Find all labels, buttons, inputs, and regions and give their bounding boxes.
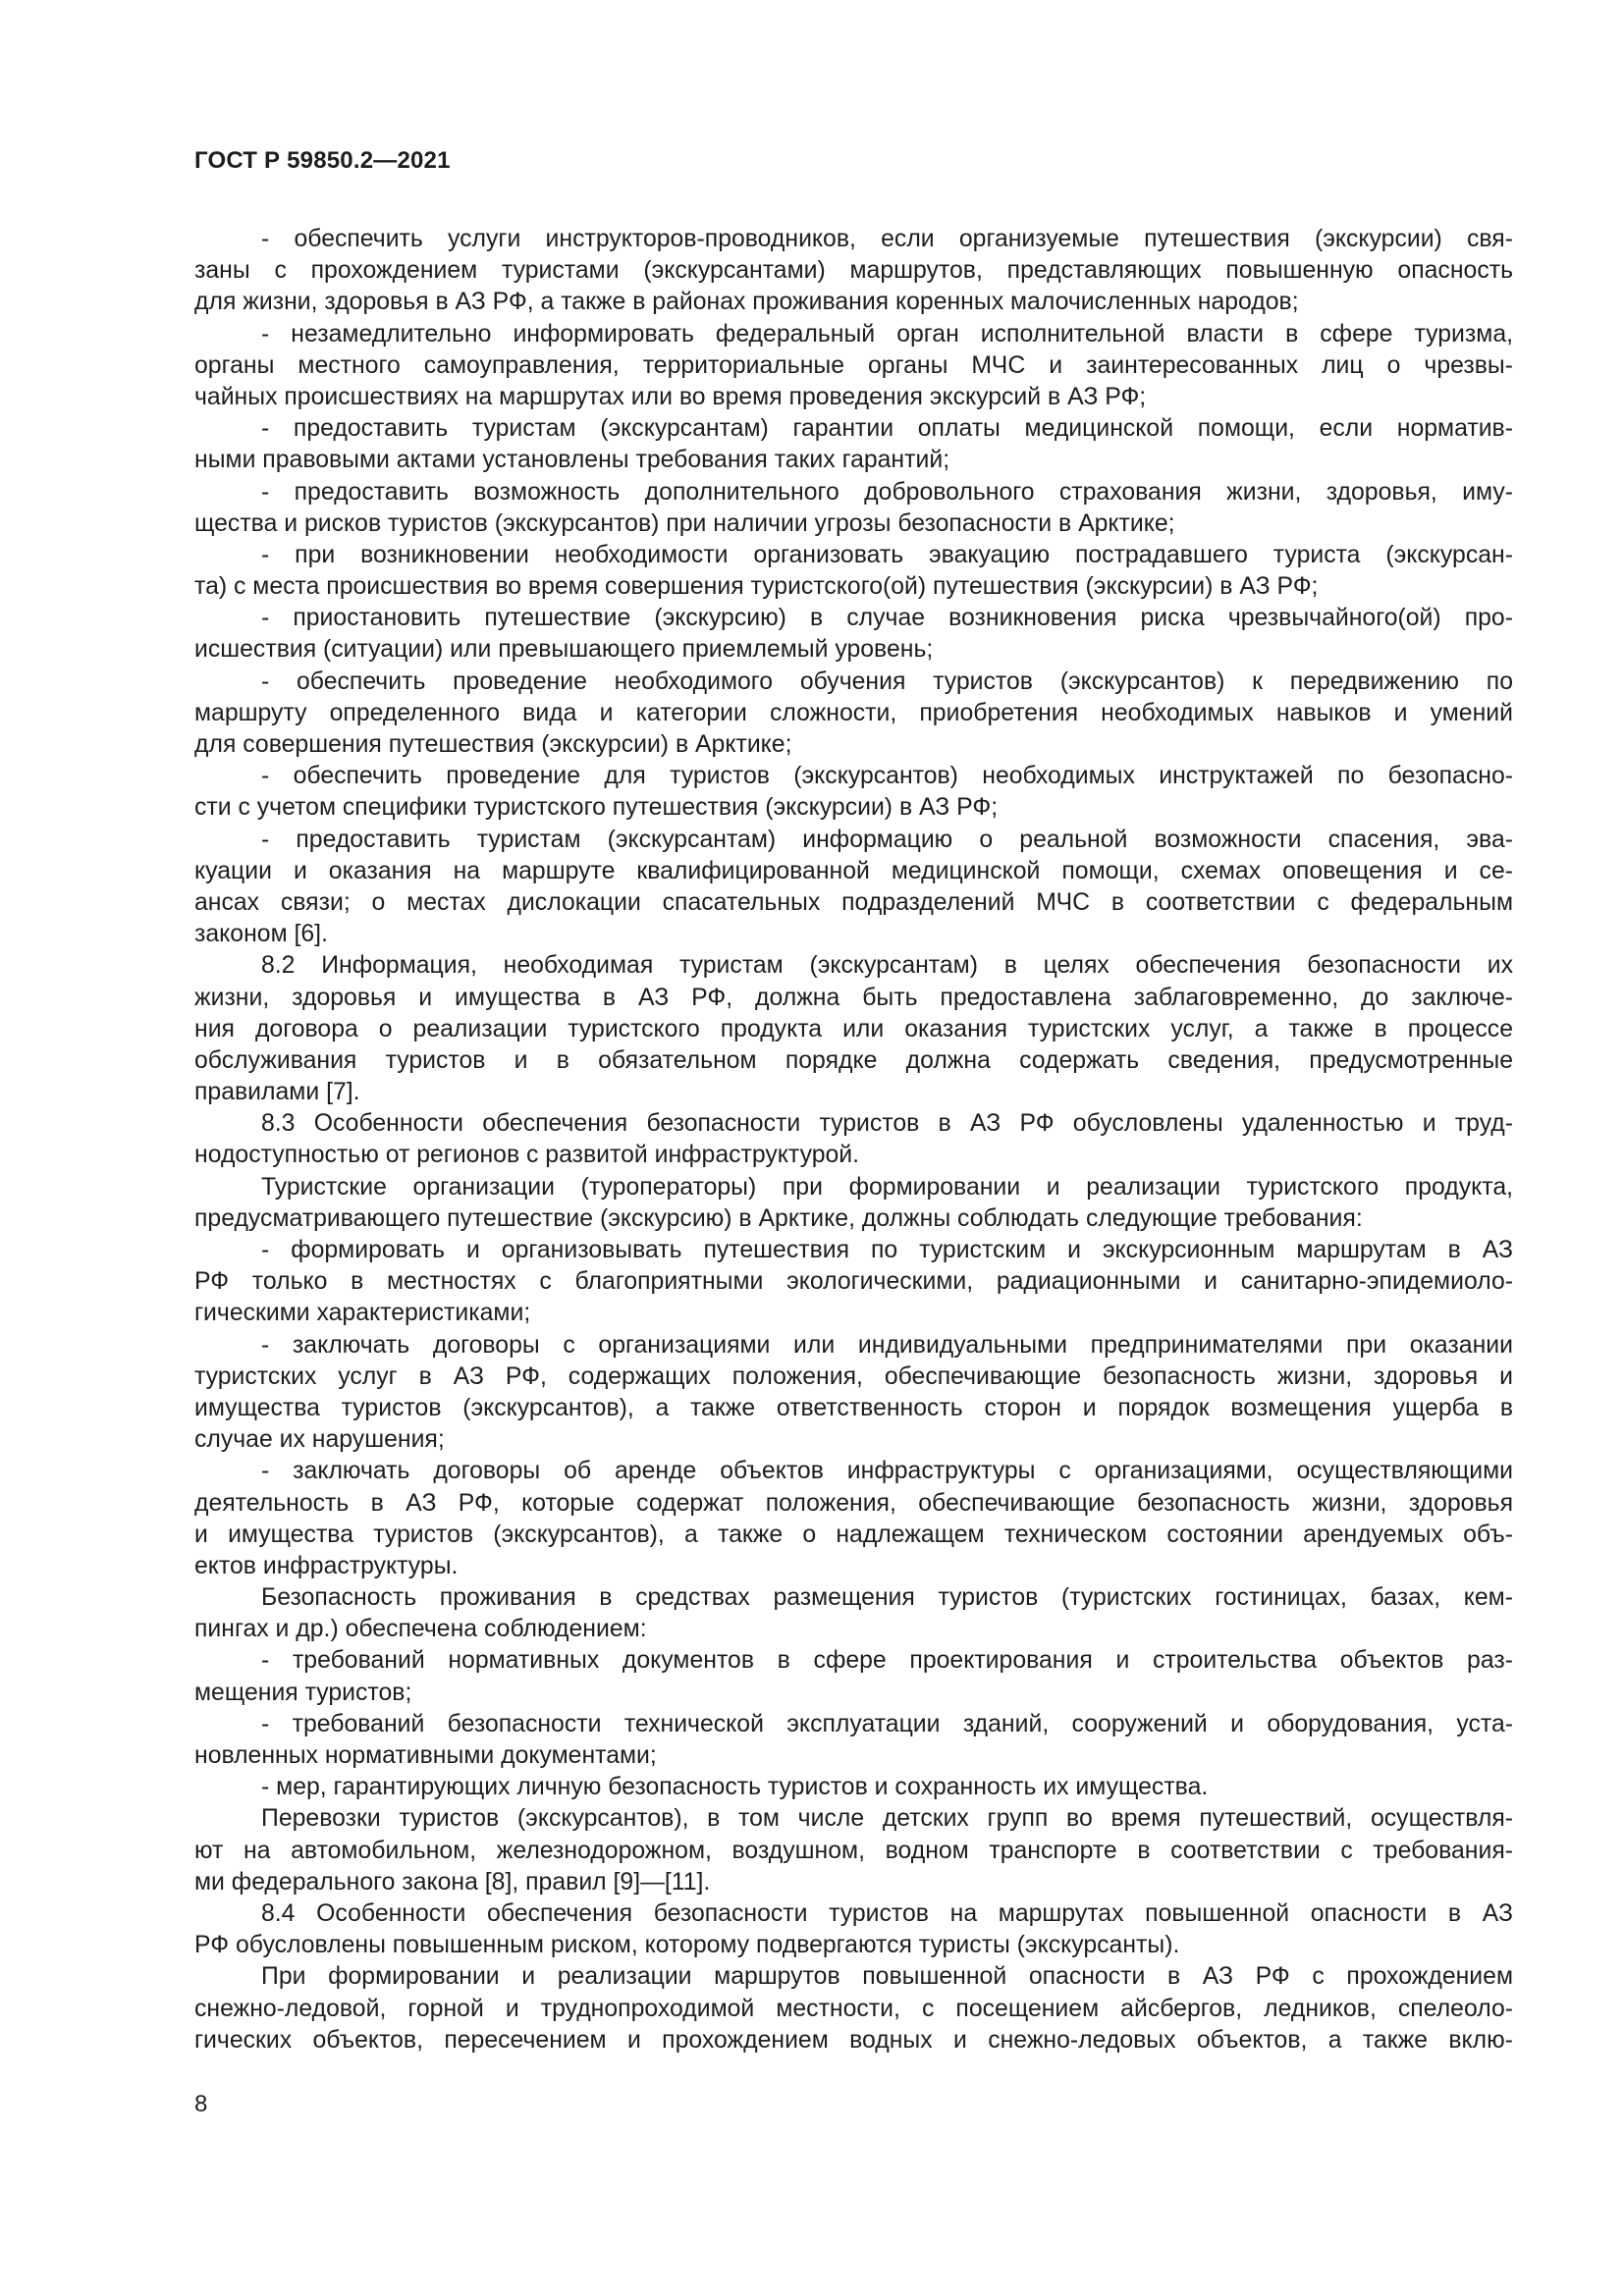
text-line: нодоступностью от регионов с развитой инфраструктурой.: [194, 1142, 860, 1169]
text-line: для совершения путешествия (экскурсии) в Арктике;: [194, 731, 792, 758]
text-line: Перевозки туристов (экскурсантов), в том числе детских групп во время путешествий, осуществля-: [261, 1805, 1513, 1833]
text-line: - заключать договоры об аренде объектов инфраструктуры с организациями, осуществляющими: [261, 1458, 1513, 1485]
text-line: исшествия (ситуации) или превышающего приемлемый уровень;: [194, 636, 934, 664]
text-line: - предоставить возможность дополнительного добровольного страхования жизни, здоровья, иму-: [261, 478, 1513, 506]
text-line: случае их нарушения;: [194, 1426, 445, 1454]
text-line: пингах и др.) обеспечена соблюдением:: [194, 1616, 647, 1643]
text-line: жизни, здоровья и имущества в АЗ РФ, должна быть предоставлена заблаговременно, до заключе-: [194, 984, 1513, 1011]
text-line: При формировании и реализации маршрутов повышенной опасности в АЗ РФ с прохождением: [261, 1963, 1513, 1991]
text-line: чайных происшествиях на маршрутах или во время проведения экскурсий в АЗ РФ;: [194, 383, 1147, 410]
text-line: Туристские организации (туроператоры) при формировании и реализации туристского продукта,: [261, 1173, 1513, 1201]
text-line: туристских услуг в АЗ РФ, содержащих положения, обеспечивающие безопасность жизни, здоровья и: [194, 1362, 1513, 1390]
text-line: новленных нормативными документами;: [194, 1742, 657, 1769]
text-line: - незамедлительно информировать федеральный орган исполнительной власти в сфере туризма,: [261, 320, 1513, 347]
text-line: - мер, гарантирующих личную безопасность туристов и сохранность их имущества.: [261, 1774, 1209, 1801]
text-line: - требований нормативных документов в сфере проектирования и строительства объектов раз-: [261, 1647, 1513, 1675]
text-line: гическими характеристиками;: [194, 1300, 531, 1327]
text-line: сти с учетом специфики туристского путешествия (экскурсии) в АЗ РФ;: [194, 794, 999, 822]
document-body: [194, 224, 1513, 2056]
text-line: ми федерального закона [8], правил [9]—[11].: [194, 1868, 711, 1896]
text-line: ния договора о реализации туристского продукта или оказания туристских услуг, а также в процессе: [194, 1015, 1513, 1042]
text-line: имущества туристов (экскурсантов), а также ответственность сторон и порядок возмещения ущерба в: [194, 1394, 1513, 1421]
text-line: маршруту определенного вида и категории сложности, приобретения необходимых навыков и умений: [194, 699, 1513, 726]
text-line: ют на автомобильном, железнодорожном, воздушном, водном транспорте в соответствии с требования-: [194, 1837, 1513, 1864]
text-line: - формировать и организовывать путешествия по туристским и экскурсионным маршрутам в АЗ: [261, 1237, 1513, 1263]
text-line: - обеспечить проведение для туристов (экскурсантов) необходимых инструктажей по безопасно-: [261, 763, 1513, 790]
text-line: снежно-ледовой, горной и труднопроходимой местности, с посещением айсбергов, ледников, спелеоло-: [194, 1995, 1513, 2022]
text-line: заны с прохождением туристами (экскурсантами) маршрутов, представляющих повышенную опасность: [194, 257, 1513, 285]
text-line: гических объектов, пересечением и прохождением водных и снежно-ледовых объектов, а также вклю-: [194, 2026, 1513, 2054]
text-line: органы местного самоуправления, территориальные органы МЧС и заинтересованных лиц о чрезвы-: [194, 351, 1513, 379]
text-line: 8.2 Информация, необходимая туристам (экскурсантам) в целях обеспечения безопасности их: [261, 952, 1513, 980]
text-line: - предоставить туристам (экскурсантам) информацию о реальной возможности спасения, эва-: [261, 826, 1513, 853]
text-line: ектов инфраструктуры.: [194, 1552, 459, 1579]
text-line: 8.3 Особенности обеспечения безопасности туристов в АЗ РФ обусловлены удаленностью и труд-: [261, 1110, 1513, 1138]
text-line: - требований безопасности технической эксплуатации зданий, сооружений и оборудования, уста-: [261, 1710, 1513, 1737]
text-line: деятельность в АЗ РФ, которые содержат положения, обеспечивающие безопасность жизни, здоровья: [194, 1489, 1513, 1517]
text-line: - приостановить путешествие (экскурсию) в случае возникновения риска чрезвычайного(ой) про-: [261, 605, 1513, 632]
text-line: - предоставить туристам (экскурсантам) гарантии оплаты медицинской помощи, если норматив-: [261, 415, 1513, 443]
text-line: обслуживания туристов и в обязательном порядке должна содержать сведения, предусмотренные: [194, 1046, 1513, 1074]
text-line: для жизни, здоровья в АЗ РФ, а также в районах проживания коренных малочисленных народов;: [194, 289, 1299, 316]
text-line: - заключать договоры с организациями или индивидуальными предпринимателями при оказании: [261, 1331, 1513, 1359]
text-line: и имущества туристов (экскурсантов), а также о надлежащем техническом состоянии арендуемых объ-: [194, 1521, 1513, 1548]
text-line: щества и рисков туристов (экскурсантов) при наличии угрозы безопасности в Арктике;: [194, 509, 1175, 537]
text-line: РФ только в местностях с благоприятными экологическими, радиационными и санитарно-эпидемиоло-: [194, 1268, 1513, 1296]
text-line: правилами [7].: [194, 1079, 360, 1106]
text-line: ансах связи; о местах дислокации спасательных подразделений МЧС в соответствии с федеральным: [194, 888, 1513, 916]
text-line: 8.4 Особенности обеспечения безопасности туристов на маршрутах повышенной опасности в АЗ: [261, 1899, 1513, 1927]
text-line: ными правовыми актами установлены требования таких гарантий;: [194, 447, 950, 474]
document-header: ГОСТ Р 59850.2—2021: [194, 147, 451, 174]
text-line: - обеспечить проведение необходимого обучения туристов (экскурсантов) к передвижению по: [261, 667, 1513, 695]
text-line: РФ обусловлены повышенным риском, которому подвергаются туристы (экскурсанты).: [194, 1932, 1180, 1959]
text-line: - при возникновении необходимости организовать эвакуацию пострадавшего туриста (экскурсан-: [261, 541, 1513, 568]
text-line: та) с места происшествия во время совершения туристского(ой) путешествия (экскурсии) в АЗ РФ;: [194, 573, 1319, 601]
text-line: куации и оказания на маршруте квалифицированной медицинской помощи, схемах оповещения и се-: [194, 857, 1513, 884]
text-line: законом [6].: [194, 921, 328, 948]
text-line: - обеспечить услуги инструкторов-проводников, если организуемые путешествия (экскурсии) свя-: [261, 226, 1513, 252]
text-line: Безопасность проживания в средствах размещения туристов (туристских гостиницах, базах, кем-: [261, 1584, 1513, 1612]
page-number: 8: [194, 2091, 208, 2117]
text-line: предусматривающего путешествие (экскурсию) в Арктике, должны соблюдать следующие требования:: [194, 1204, 1363, 1232]
text-line: мещения туристов;: [194, 1679, 412, 1706]
